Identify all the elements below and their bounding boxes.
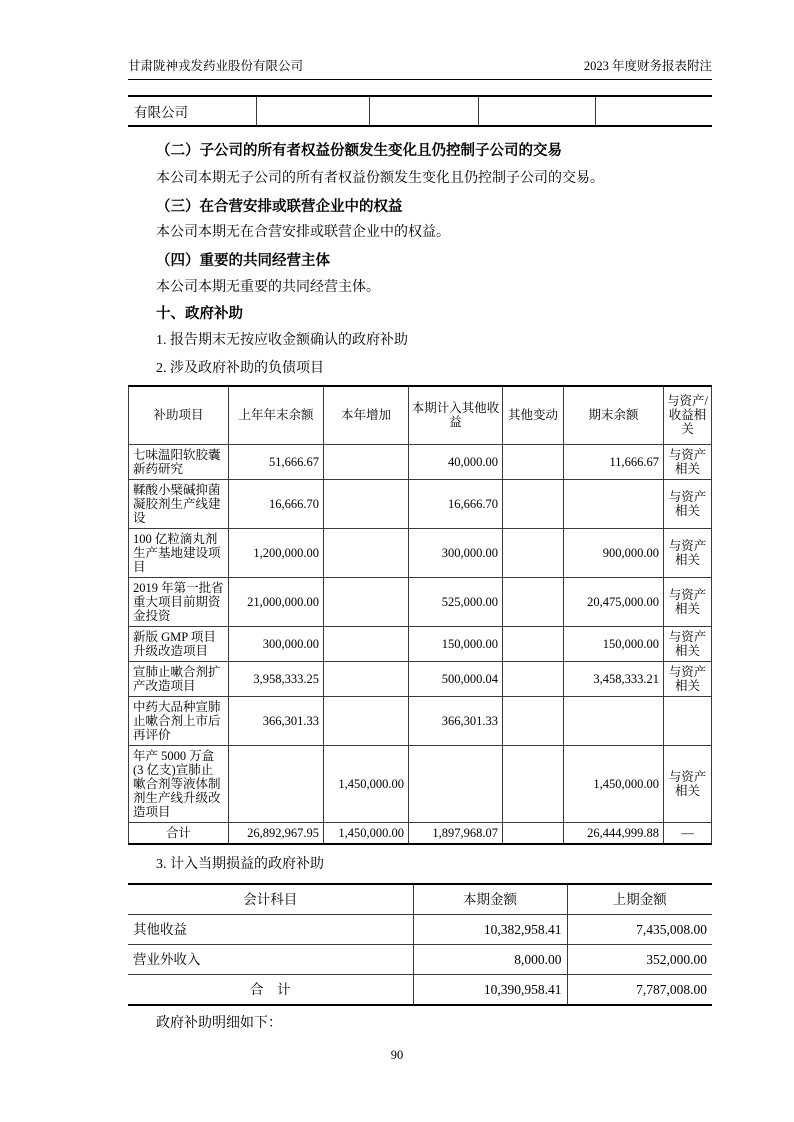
cell-other-changes bbox=[503, 528, 564, 577]
cell-project: 新版 GMP 项目升级改造项目 bbox=[129, 626, 229, 661]
cell-related: 与资产相关 bbox=[664, 528, 712, 577]
table-row bbox=[129, 577, 712, 626]
cell-project: 中药大品种宣肺止嗽合剂上市后再评价 bbox=[129, 696, 229, 745]
table-row bbox=[129, 479, 712, 528]
cell-other-changes bbox=[503, 479, 564, 528]
cell-project: 2019 年第一批省重大项目前期资金投资 bbox=[129, 577, 229, 626]
table-row bbox=[129, 626, 712, 661]
cell-other-changes bbox=[503, 696, 564, 745]
cell-closing-balance: 26,444,999.88 bbox=[564, 822, 664, 844]
cell-other-changes bbox=[503, 745, 564, 822]
cell-project: 鞣酸小檗碱抑菌凝胶剂生产线建设 bbox=[129, 479, 229, 528]
cell-closing-balance bbox=[564, 696, 664, 745]
continued-table-fragment bbox=[128, 95, 712, 127]
cell-to-other-income: 366,301.33 bbox=[409, 696, 503, 745]
cell-increase bbox=[324, 444, 409, 479]
fragment-cell-empty bbox=[256, 96, 369, 126]
cell-current-amount: 10,390,958.41 bbox=[413, 974, 567, 1005]
col-header-opening-balance: 上年年末余额 bbox=[229, 386, 324, 444]
cell-opening-balance: 21,000,000.00 bbox=[229, 577, 324, 626]
cell-increase: 1,450,000.00 bbox=[324, 745, 409, 822]
cell-to-other-income: 525,000.00 bbox=[409, 577, 503, 626]
cell-increase bbox=[324, 696, 409, 745]
fragment-cell-company: 有限公司 bbox=[134, 105, 188, 120]
cell-project: 年产 5000 万盒(3 亿支)宣肺止嗽合剂等液体制剂生产线升级改造项目 bbox=[129, 745, 229, 822]
cell-opening-balance: 51,666.67 bbox=[229, 444, 324, 479]
cell-account: 其他收益 bbox=[128, 914, 413, 944]
table-header-row bbox=[129, 386, 712, 444]
cell-prior-amount: 7,435,008.00 bbox=[567, 914, 712, 944]
cell-to-other-income: 1,897,968.07 bbox=[409, 822, 503, 844]
cell-opening-balance: 3,958,333.25 bbox=[229, 661, 324, 696]
cell-closing-balance: 3,458,333.21 bbox=[564, 661, 664, 696]
cell-to-other-income: 300,000.00 bbox=[409, 528, 503, 577]
cell-total-label: 合 计 bbox=[128, 974, 413, 1005]
cell-to-other-income bbox=[409, 745, 503, 822]
cell-closing-balance bbox=[564, 479, 664, 528]
gov-grants-item-1: 1. 报告期末无按应收金额确认的政府补助 bbox=[156, 333, 408, 348]
liability-items-table bbox=[128, 385, 712, 845]
cell-current-amount: 8,000.00 bbox=[413, 944, 567, 974]
cell-project: 100 亿粒滴丸剂生产基地建设项目 bbox=[129, 528, 229, 577]
cell-related: 与资产相关 bbox=[664, 745, 712, 822]
cell-prior-amount: 352,000.00 bbox=[567, 944, 712, 974]
cell-opening-balance: 26,892,967.95 bbox=[229, 822, 324, 844]
cell-increase: 1,450,000.00 bbox=[324, 822, 409, 844]
cell-opening-balance: 1,200,000.00 bbox=[229, 528, 324, 577]
cell-other-changes bbox=[503, 661, 564, 696]
fragment-cell-empty bbox=[369, 96, 478, 126]
cell-related: 与资产相关 bbox=[664, 444, 712, 479]
cell-other-changes bbox=[503, 626, 564, 661]
header-doc-title: 2023 年度财务报表附注 bbox=[583, 59, 712, 73]
section-heading-joint-operation: （四）重要的共同经营主体 bbox=[156, 253, 330, 269]
cell-opening-balance: 300,000.00 bbox=[229, 626, 324, 661]
cell-other-changes bbox=[503, 822, 564, 844]
cell-increase bbox=[324, 479, 409, 528]
header-company-name: 甘肃陇神戎发药业股份有限公司 bbox=[128, 59, 304, 73]
col-header-asset-income-related: 与资产/收益相关 bbox=[664, 386, 712, 444]
cell-to-other-income: 40,000.00 bbox=[409, 444, 503, 479]
cell-to-other-income: 150,000.00 bbox=[409, 626, 503, 661]
cell-increase bbox=[324, 577, 409, 626]
table-row bbox=[129, 444, 712, 479]
gov-grants-item-2: 2. 涉及政府补助的负债项目 bbox=[156, 361, 324, 376]
table-row bbox=[129, 745, 712, 822]
cell-increase bbox=[324, 626, 409, 661]
table-header-row bbox=[128, 884, 712, 915]
col-header-closing-balance: 期末余额 bbox=[564, 386, 664, 444]
cell-related: 与资产相关 bbox=[664, 479, 712, 528]
page-number: 90 bbox=[390, 1048, 404, 1062]
cell-to-other-income: 16,666.70 bbox=[409, 479, 503, 528]
table-total-row bbox=[128, 974, 712, 1005]
cell-total-label: 合计 bbox=[129, 822, 229, 844]
cell-current-amount: 10,382,958.41 bbox=[413, 914, 567, 944]
cell-increase bbox=[324, 528, 409, 577]
cell-opening-balance: 366,301.33 bbox=[229, 696, 324, 745]
col-header-current-amount: 本期金额 bbox=[413, 884, 567, 915]
col-header-to-other-income: 本期计入其他收益 bbox=[409, 386, 503, 444]
cell-closing-balance: 900,000.00 bbox=[564, 528, 664, 577]
table-row bbox=[129, 696, 712, 745]
gov-grants-detail-note: 政府补助明细如下： bbox=[156, 1015, 282, 1031]
cell-closing-balance: 20,475,000.00 bbox=[564, 577, 664, 626]
cell-related: 与资产相关 bbox=[664, 661, 712, 696]
col-header-subsidy-project: 补助项目 bbox=[129, 386, 229, 444]
table-total-row bbox=[129, 822, 712, 844]
fragment-cell-empty bbox=[478, 96, 595, 126]
col-header-account: 会计科目 bbox=[243, 891, 298, 907]
cell-project: 七味温阳软胶囊新药研究 bbox=[129, 444, 229, 479]
section-body-joint-operation: 本公司本期无重要的共同经营主体。 bbox=[156, 280, 380, 295]
table-row bbox=[128, 914, 712, 944]
cell-prior-amount: 7,787,008.00 bbox=[567, 974, 712, 1005]
section-heading-owner-equity: （二）子公司的所有者权益份额发生变化且仍控制子公司的交易 bbox=[156, 143, 562, 159]
table-row bbox=[129, 528, 712, 577]
cell-related: 与资产相关 bbox=[664, 577, 712, 626]
cell-other-changes bbox=[503, 444, 564, 479]
table-row bbox=[128, 96, 712, 126]
cell-to-other-income: 500,000.04 bbox=[409, 661, 503, 696]
table-row bbox=[128, 944, 712, 974]
cell-project: 宣肺止嗽合剂扩产改造项目 bbox=[129, 661, 229, 696]
cell-closing-balance: 150,000.00 bbox=[564, 626, 664, 661]
cell-increase bbox=[324, 661, 409, 696]
cell-related bbox=[664, 696, 712, 745]
cell-related-dash: — bbox=[664, 822, 712, 844]
cell-account: 营业外收入 bbox=[128, 944, 413, 974]
fragment-cell-empty bbox=[595, 96, 712, 126]
section-heading-joint-arrangement: （三）在合营安排或联营企业中的权益 bbox=[156, 199, 403, 215]
cell-opening-balance bbox=[229, 745, 324, 822]
page-content bbox=[128, 58, 712, 1034]
profit-loss-subsidy-table bbox=[128, 883, 712, 1006]
table-row bbox=[129, 661, 712, 696]
section-body-owner-equity: 本公司本期无子公司的所有者权益份额发生变化且仍控制子公司的交易。 bbox=[156, 171, 604, 186]
section-body-joint-arrangement: 本公司本期无在合营安排或联营企业中的权益。 bbox=[156, 225, 450, 240]
cell-related: 与资产相关 bbox=[664, 626, 712, 661]
cell-closing-balance: 1,450,000.00 bbox=[564, 745, 664, 822]
col-header-prior-amount: 上期金额 bbox=[567, 884, 712, 915]
cell-opening-balance: 16,666.70 bbox=[229, 479, 324, 528]
header-rule bbox=[128, 79, 712, 80]
col-header-other-changes: 其他变动 bbox=[503, 386, 564, 444]
col-header-increase: 本年增加 bbox=[324, 386, 409, 444]
cell-closing-balance: 11,666.67 bbox=[564, 444, 664, 479]
gov-grants-item-3: 3. 计入当期损益的政府补助 bbox=[156, 856, 324, 872]
cell-other-changes bbox=[503, 577, 564, 626]
page-header bbox=[128, 58, 712, 74]
section-heading-government-grants: 十、政府补助 bbox=[156, 306, 243, 322]
